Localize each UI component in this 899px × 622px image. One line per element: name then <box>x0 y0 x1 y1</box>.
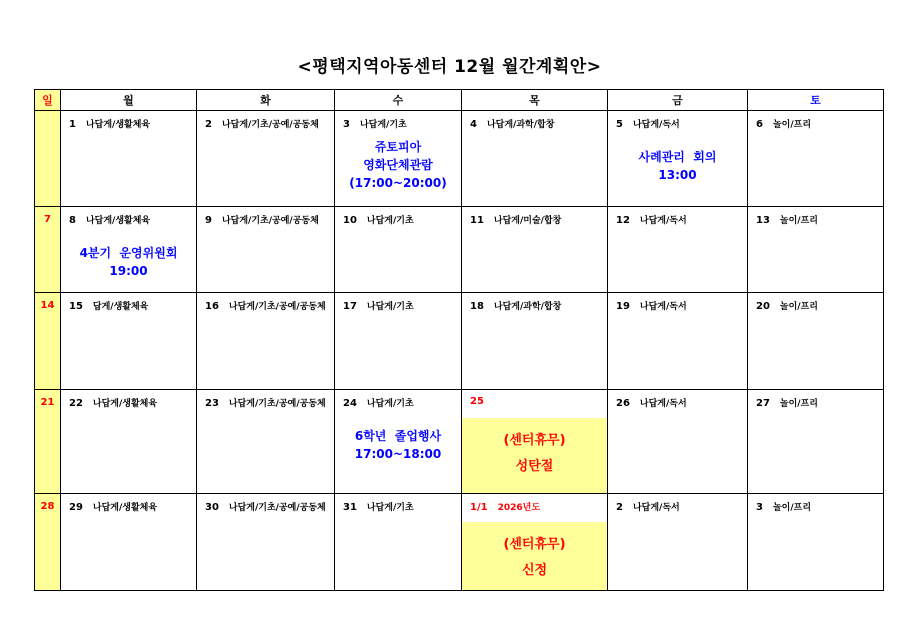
day-number: 16 <box>205 301 219 312</box>
day-cell[interactable] <box>462 293 608 390</box>
day-program: 나답게/기초/공예/공동체 <box>228 302 326 312</box>
day-program: 나답게/독서 <box>639 399 687 409</box>
day-cell-sunday[interactable] <box>35 207 61 293</box>
holiday-header <box>462 500 607 522</box>
day-cell[interactable] <box>61 494 197 591</box>
day-number: 3 <box>756 502 763 513</box>
holiday-text: 성탄절 <box>515 459 554 474</box>
week-row <box>35 494 884 591</box>
day-cell[interactable] <box>462 111 608 207</box>
day-cell[interactable] <box>197 390 335 494</box>
event-line: 19:00 <box>109 264 148 278</box>
weekday-sun: 일 <box>35 90 61 111</box>
sunday-date: 14 <box>40 300 55 311</box>
day-program: 나답게/기초 <box>359 120 407 130</box>
holiday-block <box>462 522 607 590</box>
day-number: 2 <box>205 119 212 130</box>
week-row <box>35 390 884 494</box>
day-program: 나답게/기초/공예/공동체 <box>221 216 319 226</box>
event-line: 17:00~18:00 <box>354 447 442 461</box>
day-number: 15 <box>69 301 83 312</box>
day-number: 8 <box>69 215 76 226</box>
day-cell-sunday[interactable] <box>35 390 61 494</box>
day-cell[interactable] <box>748 494 884 591</box>
weekday-wed: 수 <box>335 90 462 111</box>
day-program: 놀이/프리 <box>772 503 812 513</box>
event-note <box>61 244 196 280</box>
day-number: 26 <box>616 398 630 409</box>
day-program: 나답게/기초/공예/공동체 <box>221 120 319 130</box>
day-number: 25 <box>470 396 484 407</box>
day-number: 30 <box>205 502 219 513</box>
week-row <box>35 293 884 390</box>
event-line: 사례관리 회의 <box>638 150 717 164</box>
day-program: 나답게/기초 <box>366 302 414 312</box>
sunday-date: 28 <box>40 501 55 512</box>
day-program: 나답게/생활체육 <box>92 503 158 513</box>
day-program: 답게/생활체육 <box>92 302 149 312</box>
day-program: 놀이/프리 <box>772 120 812 130</box>
holiday-text: 신정 <box>521 563 548 578</box>
day-cell[interactable] <box>61 390 197 494</box>
day-cell[interactable] <box>462 494 608 591</box>
holiday-header <box>462 396 607 418</box>
day-cell[interactable] <box>608 207 748 293</box>
day-program: 나답게/생활체육 <box>85 216 151 226</box>
day-cell[interactable] <box>608 293 748 390</box>
day-program: 나답게/기초 <box>366 399 414 409</box>
day-program: 2026년도 <box>497 503 541 513</box>
event-line: 4분기 운영위원회 <box>79 246 178 260</box>
day-number: 9 <box>205 215 212 226</box>
day-cell[interactable] <box>335 494 462 591</box>
day-number: 17 <box>343 301 357 312</box>
day-number: 1/1 <box>470 502 488 513</box>
day-cell[interactable] <box>748 293 884 390</box>
day-cell-sunday[interactable] <box>35 111 61 207</box>
day-cell[interactable] <box>748 390 884 494</box>
day-program: 나답게/독서 <box>639 302 687 312</box>
event-line: 6학년 졸업행사 <box>354 429 442 443</box>
event-line: 영화단체관람 <box>363 158 433 172</box>
event-note <box>335 138 461 192</box>
day-cell[interactable] <box>197 207 335 293</box>
day-number: 12 <box>616 215 630 226</box>
day-program: 나답게/기초/공예/공동체 <box>228 503 326 513</box>
day-number: 31 <box>343 502 357 513</box>
day-number: 24 <box>343 398 357 409</box>
sunday-date: 21 <box>40 397 55 408</box>
event-line: 쥬토피아 <box>374 140 422 154</box>
day-cell[interactable] <box>197 111 335 207</box>
day-program: 나답게/기초 <box>366 216 414 226</box>
day-number: 10 <box>343 215 357 226</box>
day-program: 나답게/독서 <box>632 503 680 513</box>
day-cell-sunday[interactable] <box>35 293 61 390</box>
day-number: 1 <box>69 119 76 130</box>
day-cell[interactable] <box>335 390 462 494</box>
day-cell[interactable] <box>748 111 884 207</box>
holiday-block <box>462 418 607 493</box>
day-number: 18 <box>470 301 484 312</box>
day-number: 11 <box>470 215 484 226</box>
day-cell[interactable] <box>462 390 608 494</box>
day-program: 나답게/생활체육 <box>85 120 151 130</box>
day-cell[interactable] <box>197 293 335 390</box>
day-cell[interactable] <box>61 207 197 293</box>
day-number: 4 <box>470 119 477 130</box>
day-program: 나답게/생활체육 <box>92 399 158 409</box>
day-cell[interactable] <box>61 293 197 390</box>
day-program: 나답게/과학/합창 <box>486 120 555 130</box>
holiday-text: (센터휴무) <box>503 433 566 448</box>
day-program: 놀이/프리 <box>779 216 818 226</box>
day-number: 3 <box>343 119 350 130</box>
day-cell[interactable] <box>335 207 462 293</box>
day-program: 나답게/기초/공예/공동체 <box>228 399 326 409</box>
day-number: 22 <box>69 398 83 409</box>
event-note <box>335 427 461 463</box>
day-cell[interactable] <box>608 494 748 591</box>
day-cell[interactable] <box>608 111 748 207</box>
day-program: 나답게/독서 <box>632 120 680 130</box>
weekday-header-row <box>35 90 884 111</box>
day-number: 5 <box>616 119 623 130</box>
weekday-fri: 금 <box>608 90 748 111</box>
day-number: 13 <box>756 215 770 226</box>
day-cell[interactable] <box>335 111 462 207</box>
week-row <box>35 111 884 207</box>
day-number: 19 <box>616 301 630 312</box>
day-cell[interactable] <box>748 207 884 293</box>
event-line: 13:00 <box>658 168 697 182</box>
monthly-calendar <box>34 89 884 591</box>
day-number: 2 <box>616 502 623 513</box>
event-note <box>608 148 747 184</box>
sunday-date: 7 <box>44 214 51 225</box>
day-cell[interactable] <box>197 494 335 591</box>
day-cell[interactable] <box>462 207 608 293</box>
day-cell[interactable] <box>335 293 462 390</box>
weekday-tue: 화 <box>197 90 335 111</box>
day-number: 29 <box>69 502 83 513</box>
day-program: 나답게/독서 <box>639 216 687 226</box>
day-program: 나답게/미술/합창 <box>493 216 562 226</box>
day-program: 놀이/프리 <box>779 302 818 312</box>
weekday-mon: 월 <box>61 90 197 111</box>
weekday-thu: 목 <box>462 90 608 111</box>
day-number: 27 <box>756 398 770 409</box>
day-number: 6 <box>756 119 763 130</box>
day-program: 놀이/프리 <box>779 399 818 409</box>
week-row <box>35 207 884 293</box>
event-line: (17:00~20:00) <box>349 176 447 190</box>
day-program: 나답게/과학/합창 <box>493 302 562 312</box>
day-cell[interactable] <box>61 111 197 207</box>
day-number: 20 <box>756 301 770 312</box>
day-cell[interactable] <box>608 390 748 494</box>
day-number: 23 <box>205 398 219 409</box>
weekday-sat: 토 <box>748 90 884 111</box>
page-title: <평택지역아동센터 12월 월간계획안> <box>297 57 602 77</box>
holiday-text: (센터휴무) <box>503 537 566 552</box>
day-program: 나답게/기초 <box>366 503 414 513</box>
day-cell-sunday[interactable] <box>35 494 61 591</box>
